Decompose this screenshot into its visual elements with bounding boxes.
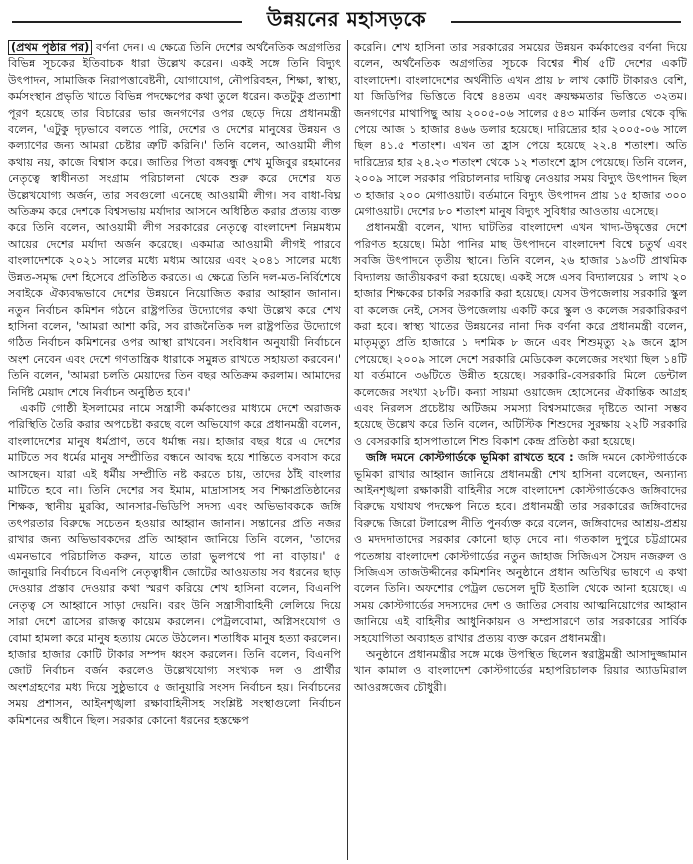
right-column	[348, 40, 687, 860]
headline-bar	[6, 4, 687, 38]
left-paragraph	[8, 40, 341, 401]
left-column	[8, 40, 347, 860]
subhead-paragraph-text: জঙ্গি দমনে কোস্টগার্ডকে ভূমিকা রাখার আহ্বান জানিয়ে প্রধানমন্ত্রী শেখ হাসিনা বলেছেন, অন্যান্য আইনশৃঙ্খলা রক্ষাকারী বাহিনীর সঙ্গে বাংলাদেশ কোস্টগার্ডকেও জঙ্গিবাদের বিরুদ্ধে যথাযথ পদক্ষেপ নিতে হবে। প্রধানমন্ত্রী তার সরকারের জঙ্গিবাদের বিরুদ্ধে জিরো টলারেন্স নীতি পুনর্ব্যক্ত করে বলেন, জঙ্গিবাদের আশ্রয়-প্রশ্রয় ও মদদদাতাদের সরকার কোনো ছাড় দেবে না। গতকাল দুপুরে চট্টগ্রামের পতেঙ্গায় বাংলাদেশ কোস্টগার্ডের নতুন জাহাজ সিজিএস সৈয়দ নজরুল ও সিজিএস তাজউদ্দীনের কমিশনিং অনুষ্ঠানে প্রধান অতিথির ভাষণে এ কথা বলেন তিনি। অফশোর পেট্রল ভেসেল দুটি ইতালি থেকে আনা হয়েছে। এ সময় কোস্টগার্ডের সদস্যদের দেশ ও জাতির সেবায় আত্মনিয়োগের আহ্বান জানিয়ে এই বাহিনীর আধুনিকায়ন ও সম্প্রসারণে তার সরকারের সার্বিক সহযোগিতা অব্যাহত রাখার প্রত্যয় ব্যক্ত করেন প্রধানমন্ত্রী।	[354, 451, 688, 645]
left-paragraph: একটি গোষ্ঠী ইসলামের নামে সন্ত্রাসী কর্মকাণ্ডের মাধ্যমে দেশে অরাজক পরিস্থিতি তৈরি করার অপচেষ্টা করছে বলে অভিযোগ করে প্রধানমন্ত্রী বলেন, বাংলাদেশের মানুষ ধর্মপ্রাণ, তবে ধর্মান্ধ নয়। হাজার বছর ধরে এ দেশের মাটিতে সব ধর্মের মানুষ সম্প্রীতির বন্ধনে আবদ্ধ হয়ে শান্তিতে বসবাস করে আসছেন। যারা এই ধর্মীয় সম্প্রীতি নষ্ট করতে চায়, তাদের ঠাঁই বাংলার মাটিতে হবে না। তিনি দেশের সব ইমাম, মাদ্রাসাসহ সব শিক্ষাপ্রতিষ্ঠানের শিক্ষক, স্থানীয় মুরব্বি, আনসার-ভিডিপি সদস্য এবং অভিভাবককে জঙ্গি তৎপরতার বিরুদ্ধে সচেতন হওয়ার আহ্বান জানান। সন্তানের প্রতি নজর রাখার জন্য অভিভাবকদের প্রতি আহ্বান জানিয়ে তিনি বলেন, 'তাদের এমনভাবে পরিচালিত করুন, যাতে তারা ভুলপথে পা না বাড়ায়।' ৫ জানুয়ারি নির্বাচনে বিএনপি নেতৃত্বাধীন জোটের আওয়তায় সব ধরনের ছাড় দেওয়ার প্রস্তাব দেওয়ার কথা স্মরণ করিয়ে শেখ হাসিনা বলেন, বিএনপি নেতৃত্ব সে আহ্বানে সাড়া দেয়নি। বরং উনি সন্ত্রাসীবাহিনী লেলিয়ে দিয়ে সারা দেশে ত্রাসের রাজত্ব কায়েম করলেন। পেট্রলবোমা, অগ্নিসংযোগ ও বোমা হামলা করে মানুষ হত্যায় মেতে উঠলেন। শতাধিক মানুষ হত্যা করলেন। হাজার হাজার কোটি টাকার সম্পদ ধ্বংস করলেন। তিনি বলেন, বিএনপি জোট নির্বাচন বর্জন করলেও উল্লেখযোগ্য সংখ্যক দল ও প্রার্থীর অংশগ্রহণের মধ্য দিয়ে সুষ্ঠুভাবে ৫ জানুয়ারি সংসদ নির্বাচন হয়। নির্বাচনের সময় প্রশাসন, আইনশৃঙ্খলা রক্ষাবাহিনীসহ সংশ্লিষ্ট সংস্থাগুলো নির্বাচন কমিশনের অধীনে ছিল। সরকার কোনো ধরনের হস্তক্ষেপ	[8, 401, 342, 727]
headline-rule-left	[12, 21, 242, 23]
article-columns	[8, 40, 687, 860]
headline: উন্নয়নের মহাসড়কে	[257, 5, 436, 38]
continued-label: (প্রথম পৃষ্ঠার পর)	[8, 40, 92, 55]
closing-paragraph: অনুষ্ঠানে প্রধানমন্ত্রীর সঙ্গে মঞ্চে উপস্থিত ছিলেন স্বরাষ্ট্রমন্ত্রী আসাদুজ্জামান খান কামাল ও বাংলাদেশ কোস্টগার্ডের মহাপরিচালক রিয়ার অ্যাডমিরাল আওরঙ্গজেব চৌধুরী।	[354, 648, 688, 694]
left-paragraph-text: বর্ণনা দেন। এ ক্ষেত্রে তিনি দেশের অর্থনৈতিক অগ্রগতির বিভিন্ন সূচকের ইতিবাচক ধারা উল্লেখ করেন। একই সঙ্গে তিনি বিদ্যুৎ উৎপাদন, সামাজিক নিরাপত্তাবেষ্টনী, যোগাযোগ, নৌপরিবহন, শিক্ষা, স্বাস্থ্য, কর্মসংস্থান প্রভৃতি খাতে বিভিন্ন পদক্ষেপের কথা তুলে ধরেন। কতটুকু প্রত্যাশা পূরণ হয়েছে তার বিচারের ভার জনগণের ওপর ছেড়ে দিয়ে প্রধানমন্ত্রী বলেন, 'এটুকু দৃঢ়ভাবে বলতে পারি, দেশের ও দেশের মানুষের উন্নয়ন ও কল্যাণের জন্য আমরা চেষ্টার ত্রুটি করিনি।' তিনি বলেন, আওয়ামী লীগ কথায় নয়, কাজে বিশ্বাস করে। জাতির পিতা বঙ্গবন্ধু শেখ মুজিবুর রহমানের নেতৃত্বে স্বাধীনতা সংগ্রাম পরিচালনা থেকে শুরু করে দেশের যত উল্লেখযোগ্য অর্জন, তার সবগুলো এনেছে আওয়ামী লীগ। সব বাধা-বিঘ্ন অতিক্রম করে দেশকে বিশ্বসভায় মর্যাদার আসনে অধিষ্ঠিত করার প্রত্যয় ব্যক্ত করে তিনি বলেন, আওয়ামী লীগ সরকারের নেতৃত্বে বাংলাদেশ নিম্নমধ্যম আয়ের দেশের মর্যাদা অর্জন করেছে। একমাত্র আওয়ামী লীগই পারবে বাংলাদেশকে ২০২১ সালের মধ্যে মধ্যম আয়ের এবং ২০৪১ সালের মধ্যে উন্নত-সমৃদ্ধ দেশ হিসেবে প্রতিষ্ঠিত করতে। এ ক্ষেত্রে তিনি দল-মত-নির্বিশেষে সবাইকে ঐক্যবদ্ধভাবে দেশের উন্নয়নে নিয়োজিত করার আহ্বান জানান। নতুন নির্বাচন কমিশন গঠনে রাষ্ট্রপতির উদ্যোগের কথা উল্লেখ করে শেখ হাসিনা বলেন, 'আমরা আশা করি, সব রাজনৈতিক দল রাষ্ট্রপতির উদ্যোগে গঠিত নির্বাচন কমিশনের ওপর আস্থা রাখবেন। সংবিধান অনুযায়ী নির্বাচনে অংশ নেবেন এবং দেশে গণতান্ত্রিক ধারাকে সমুন্নত রাখতে সহায়তা করবেন।' তিনি বলেন, 'আমরা চলতি মেয়াদের তিন বছর অতিক্রম করলাম। আমাদের নির্দিষ্ট মেয়াদ শেষে নির্বাচন অনুষ্ঠিত হবে।'	[8, 41, 342, 399]
right-paragraph: প্রধানমন্ত্রী বলেন, খাদ্য ঘাটতির বাংলাদেশ এখন খাদ্য-উদ্বৃত্তের দেশে পরিণত হয়েছে। মিঠা পানির মাছ উৎপাদনে বাংলাদেশ বিশ্বে চতুর্থ এবং সবজি উৎপাদনে তৃতীয় স্থানে। তিনি বলেন, ২৬ হাজার ১৯৩টি প্রাথমিক বিদ্যালয় জাতীয়করণ করা হয়েছে। একই সঙ্গে এসব বিদ্যালয়ের ১ লাখ ২০ হাজার শিক্ষকের চাকরি সরকারি করা হয়েছে। যেসব উপজেলায় সরকারি স্কুল বা কলেজ নেই, সেসব উপজেলায় একটি করে স্কুল ও কলেজ সরকারিকরণ করা হবে। স্বাস্থ্য খাতের উন্নয়নের নানা দিক বর্ণনা করে প্রধানমন্ত্রী বলেন, মাতৃমৃত্যু প্রতি হাজারে ১ দশমিক ৮ জনে এবং শিশুমৃত্যু ২৯ জনে হ্রাস পেয়েছে। ২০০৯ সালে দেশে সরকারি মেডিকেল কলেজের সংখ্যা ছিল ১৪টি যা বর্তমানে ৩৬টিতে উন্নীত হয়েছে। সরকারি-বেসরকারি মিলে ডেন্টাল কলেজের সংখ্যা ২৮টি। কন্যা সায়মা ওয়াজেদ হোসেনের ঐকান্তিক আগ্রহ এবং নিরলস প্রচেষ্টায় অটিজম সমস্যা বিশ্বসমাজের দৃষ্টিতে আনা সম্ভব হয়েছে উল্লেখ করে তিনি বলেন, অটিস্টিক শিশুদের সুরক্ষায় ২২টি সরকারি ও বেসরকারি হাসপাতালে শিশু বিকাশ কেন্দ্র প্রতিষ্ঠা করা হয়েছে।	[354, 221, 688, 448]
section-subhead: জঙ্গি দমনে কোস্টগার্ডকে ভূমিকা রাখতে হবে :	[366, 451, 574, 465]
subhead-paragraph	[354, 450, 687, 647]
headline-rule-right	[451, 21, 681, 23]
right-paragraph: করেনি। শেখ হাসিনা তার সরকারের সময়ের উন্নয়ন কর্মকাণ্ডের বর্ণনা দিয়ে বলেন, অর্থনৈতিক অগ্রগতির সূচকে বিশ্বের শীর্ষ ৫টি দেশের একটি বাংলাদেশ। বাংলাদেশের অর্থনীতি এখন প্রায় ৮ লাখ কোটি টাকারও বেশি, যা জিডিপির ভিত্তিতে বিশ্বে ৪৪তম এবং ক্রয়ক্ষমতার ভিত্তিতে ৩২তম। জনগণের মাথাপিছু আয় ২০০৫-০৬ সালের ৫৪৩ মার্কিন ডলার থেকে বৃদ্ধি পেয়ে আজ ১ হাজার ৪৬৬ ডলার হয়েছে। দারিদ্র্যের হার ২০০৫-০৬ সালে ছিল ৪১.৫ শতাংশ। এখন তা হ্রাস পেয়ে হয়েছে ২২.৪ শতাংশ। অতি দারিদ্র্যের হার ২৪.২৩ শতাংশ থেকে ১২ শতাংশে হ্রাস পেয়েছে। তিনি বলেন, ২০০৯ সালে সরকার পরিচালনার দায়িত্ব নেওয়ার সময় বিদ্যুৎ উৎপাদন ছিল ৩ হাজার ২০০ মেগাওয়াট। বর্তমানে বিদ্যুৎ উৎপাদন প্রায় ১৫ হাজার ৩০০ মেগাওয়াট। দেশের ৮০ শতাংশ মানুষ বিদ্যুৎ সুবিধার আওতায় এসেছে।	[354, 41, 688, 219]
